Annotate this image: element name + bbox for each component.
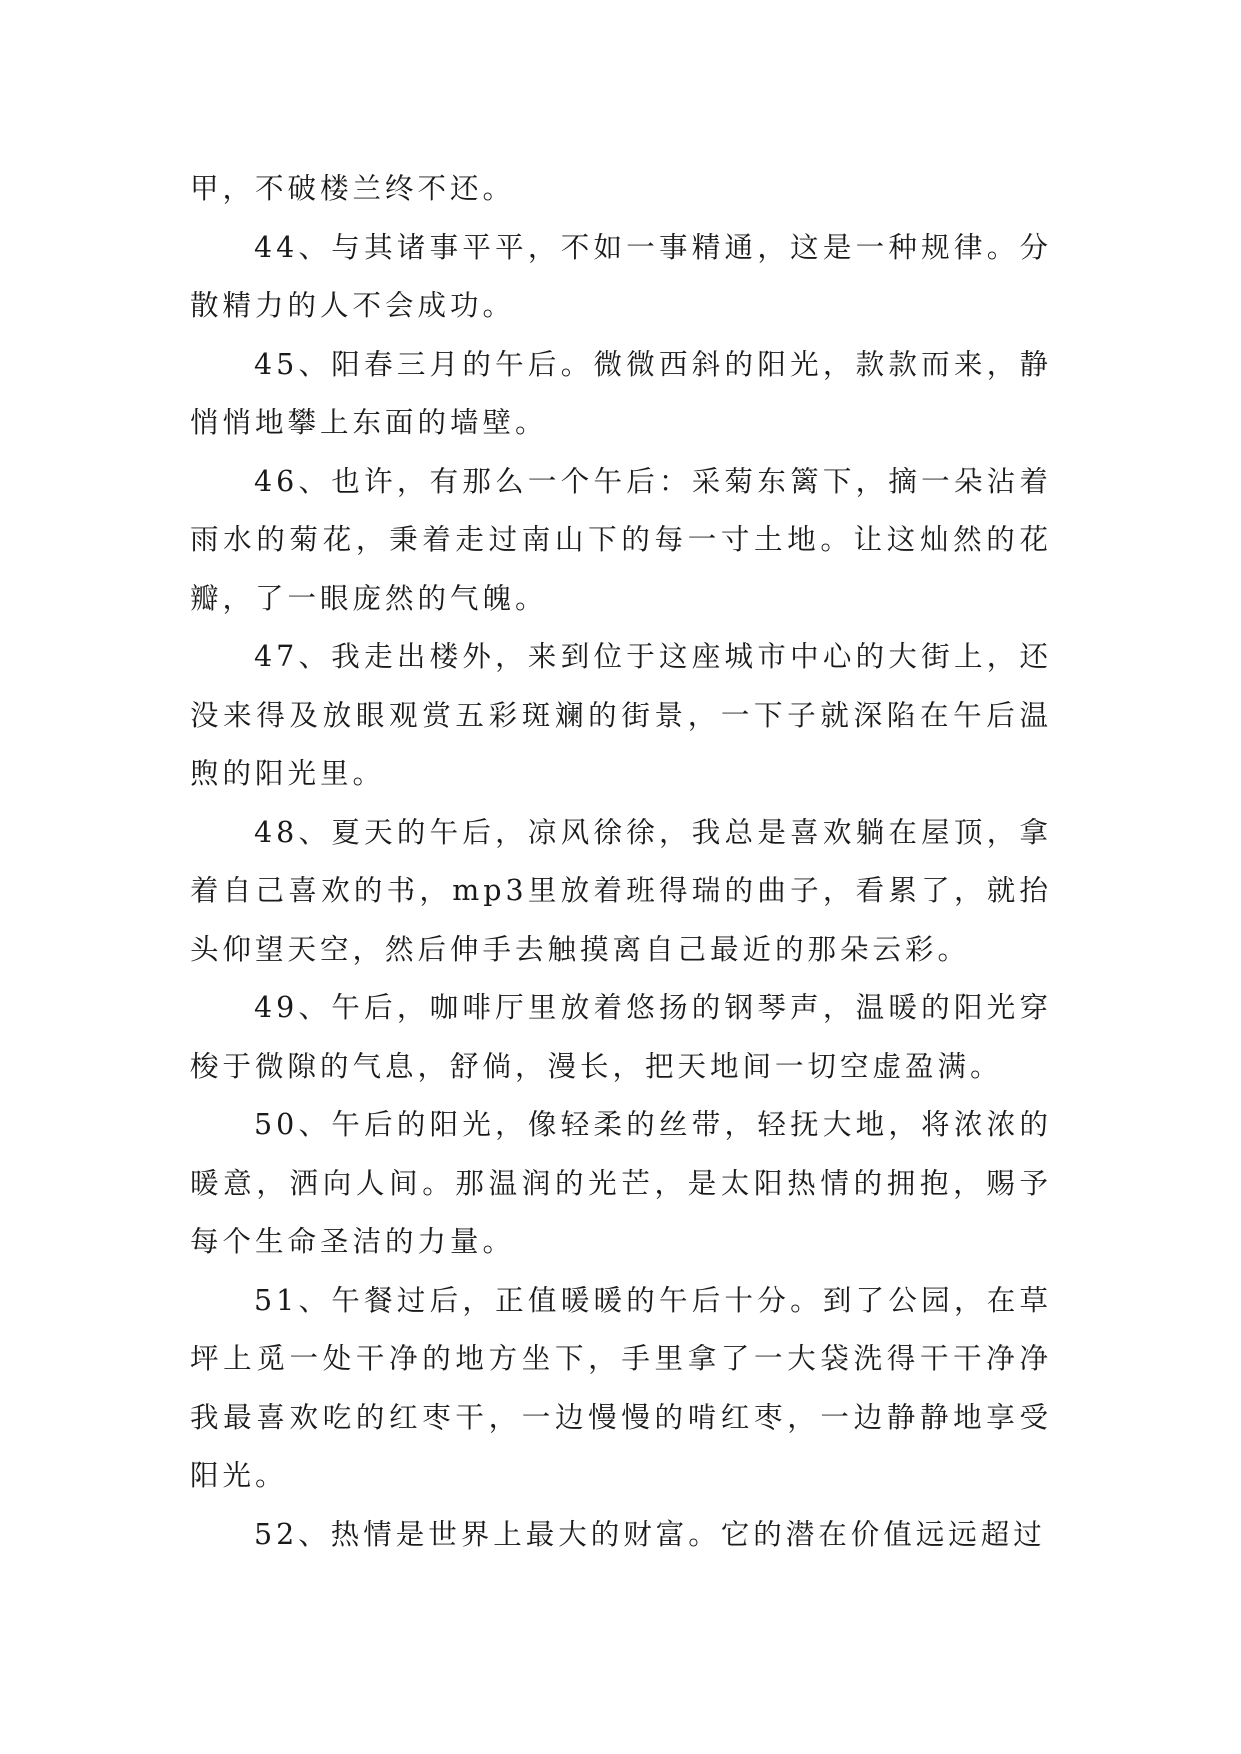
paragraph-48: 48、夏天的午后，凉风徐徐，我总是喜欢躺在屋顶，拿着自己喜欢的书，mp3里放着班得瑞的曲子，看累了，就抬头仰望天空，然后伸手去触摸离自己最近的那朵云彩。: [190, 815, 1052, 966]
paragraph-47: 47、我走出楼外，来到位于这座城市中心的大街上，还没来得及放眼观赏五彩斑斓的街景，一下子就深陷在午后温煦的阳光里。: [190, 640, 1052, 790]
paragraph-45: 45、阳春三月的午后。微微西斜的阳光，款款而来，静悄悄地攀上东面的墙壁。: [190, 347, 1052, 439]
paragraph-49: 49、午后，咖啡厅里放着悠扬的钢琴声，温暖的阳光穿梭于微隙的气息，舒倘，漫长，把天地间一切空虚盈满。: [190, 991, 1052, 1083]
paragraph-51: 51、午餐过后，正值暖暖的午后十分。到了公园，在草坪上觅一处干净的地方坐下，手里拿了一大袋洗得干干净净我最喜欢吃的红枣干，一边慢慢的啃红枣，一边静静地享受阳光。: [190, 1283, 1052, 1492]
paragraph-50: 50、午后的阳光，像轻柔的丝带，轻抚大地，将浓浓的暖意，洒向人间。那温润的光芒，是太阳热情的拥抱，赐予每个生命圣洁的力量。: [190, 1108, 1052, 1258]
paragraph-46: 46、也许，有那么一个午后：采菊东篱下，摘一朵沾着雨水的菊花，秉着走过南山下的每一寸土地。让这灿然的花瓣，了一眼庞然的气魄。: [190, 464, 1052, 615]
paragraph-44: 44、与其诸事平平，不如一事精通，这是一种规律。分散精力的人不会成功。: [190, 230, 1052, 322]
paragraph-52: 52、热情是世界上最大的财富。它的潜在价值远远超过: [254, 1517, 1046, 1551]
document-body: [190, 160, 1052, 1564]
paragraph-continuation: 甲，不破楼兰终不还。: [190, 172, 516, 205]
